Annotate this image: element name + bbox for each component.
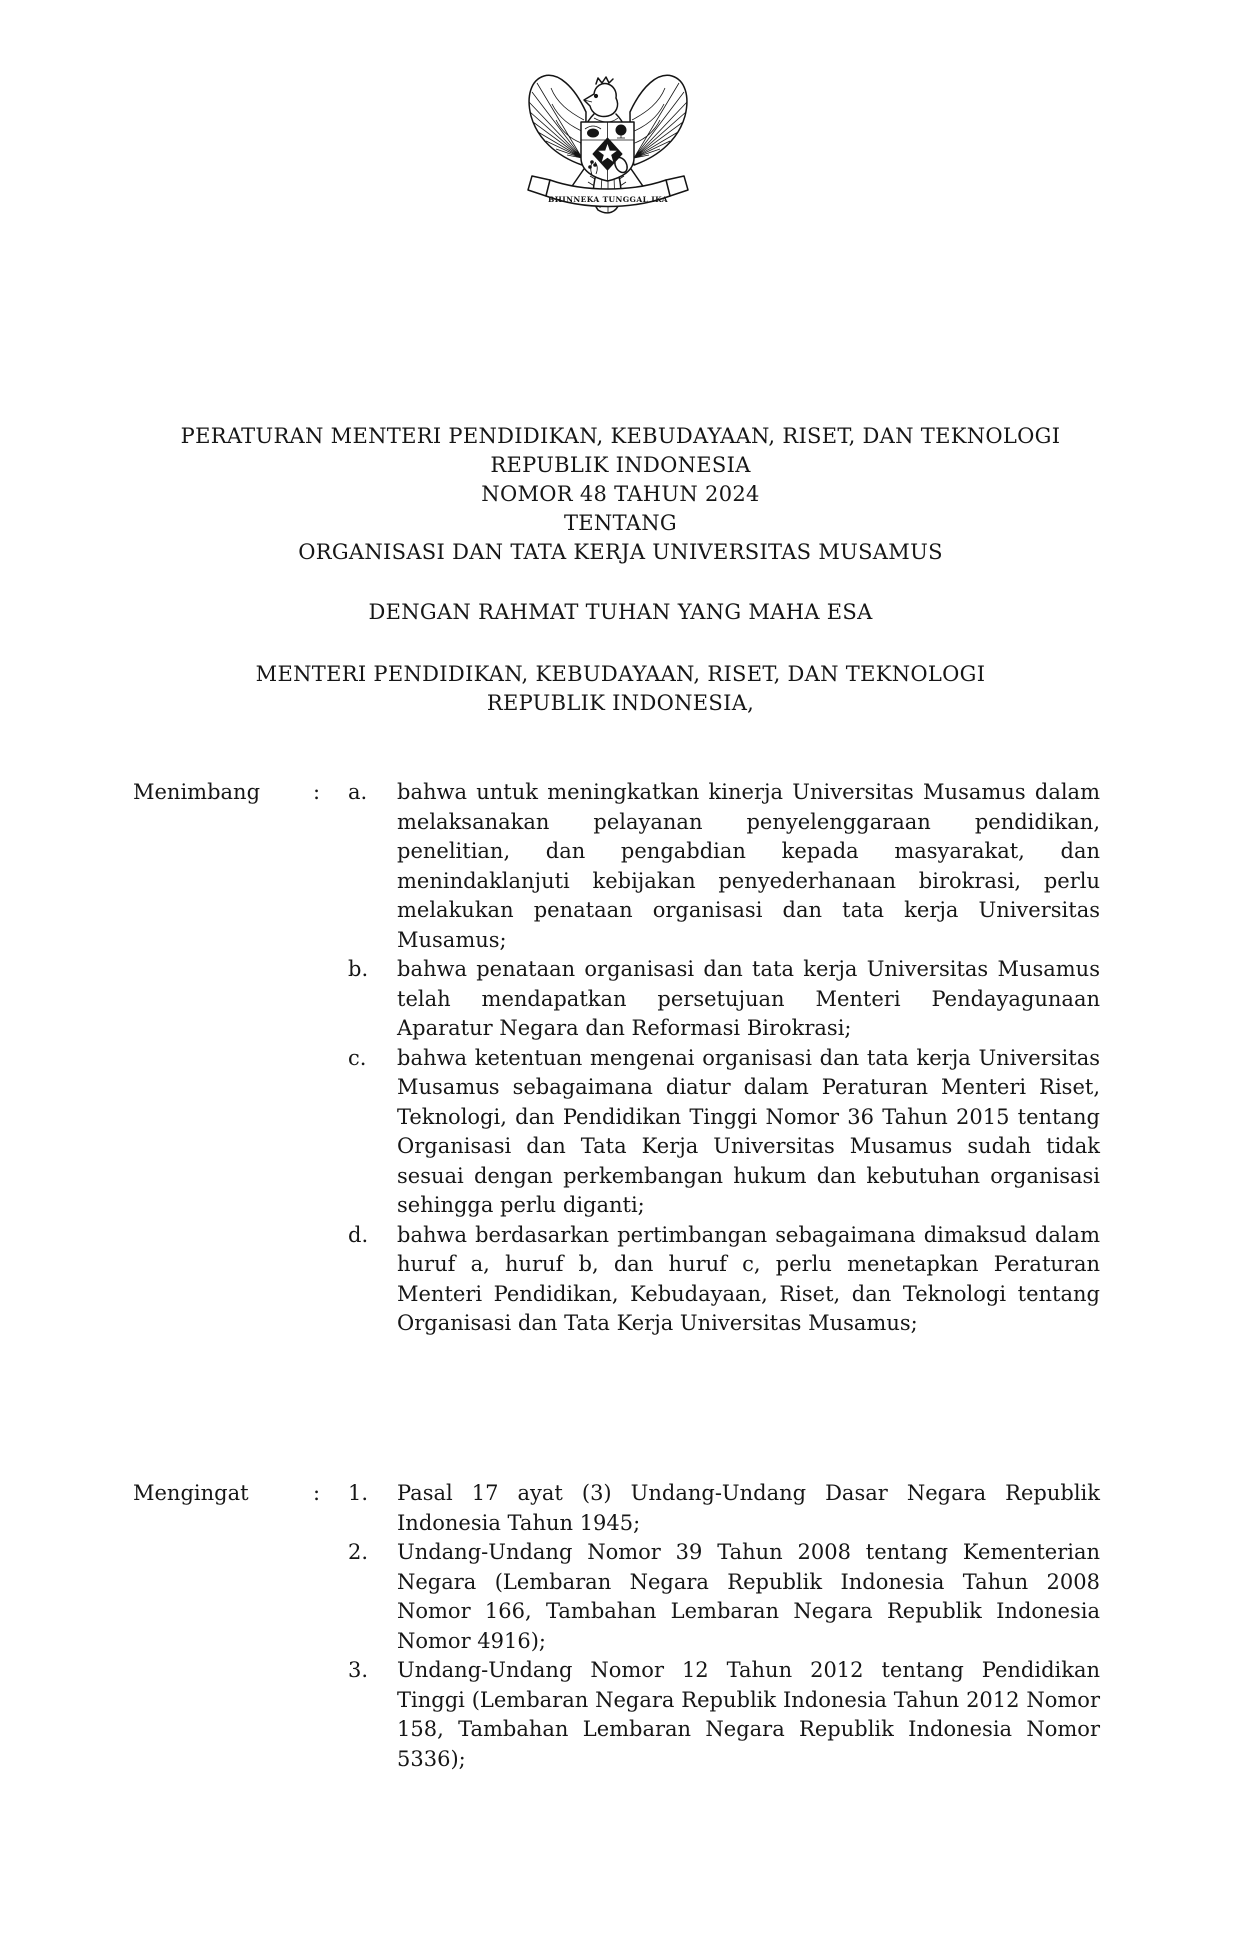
considering-item-text: bahwa untuk meningkatkan kinerja Universitas Musamus dalam melaksanakan pelayanan penyelenggaraan pendidikan, penelitian, dan pengabdian kepada masyarakat, dan menindaklanjuti kebijakan penyederhanaan birokrasi, perlu melakukan penataan organisasi dan tata kerja Universitas Musamus;: [397, 780, 1100, 952]
title-line-2: REPUBLIK INDONESIA: [490, 453, 751, 477]
title-line-4: TENTANG: [564, 511, 677, 535]
considering-item-marker: c.: [348, 1045, 367, 1070]
considering-item-text: bahwa ketentuan mengenai organisasi dan tata kerja Universitas Musamus sebagaimana diatur dalam Peraturan Menteri Riset, Teknologi, dan Pendidikan Tinggi Nomor 36 Tahun 2015 tentang Organisasi dan Tata Kerja Universitas Musamus sudah tidak sesuai dengan perkembangan hukum dan kebutuhan organisasi sehingga perlu diganti;: [397, 1045, 1100, 1217]
recalling-section: [0, 1479, 1241, 1774]
regulation-title: [0, 422, 1241, 567]
invocation-line: DENGAN RAHMAT TUHAN YANG MAHA ESA: [368, 600, 873, 624]
considering-item-marker: b.: [348, 957, 369, 981]
left-wing: [529, 75, 586, 165]
recalling-colon: :: [313, 1481, 321, 1505]
recalling-item-text: Undang-Undang Nomor 12 Tahun 2012 tentang Pendidikan Tinggi (Lembaran Negara Republik Indonesia Tahun 2012 Nomor 158, Tambahan Lembaran Negara Republik Indonesia Nomor 5336);: [397, 1658, 1100, 1771]
issuing-authority: [0, 660, 1241, 718]
recalling-item-marker: 3.: [348, 1658, 369, 1682]
pancasila-shield: [581, 122, 634, 181]
motto-text: BHINNEKA TUNGGAL IKA: [547, 195, 669, 204]
authority-line-1: MENTERI PENDIDIKAN, KEBUDAYAAN, RISET, DAN TEKNOLOGI: [255, 662, 986, 686]
recalling-item-marker: 2.: [348, 1540, 369, 1564]
considering-label: Menimbang: [133, 780, 261, 804]
considering-item-marker: d.: [348, 1222, 369, 1247]
garuda-pancasila-icon: [524, 66, 692, 218]
recalling-item-text: Undang-Undang Nomor 39 Tahun 2008 tentang Kementerian Negara (Lembaran Negara Republik Indonesia Tahun 2008 Nomor 166, Tambahan Lembaran Negara Republik Indonesia Nomor 4916);: [397, 1540, 1100, 1653]
considering-item-marker: a.: [348, 780, 368, 804]
title-line-3: NOMOR 48 TAHUN 2024: [481, 482, 760, 506]
title-line-5: ORGANISASI DAN TATA KERJA UNIVERSITAS MUSAMUS: [298, 540, 943, 564]
eagle-head: [584, 77, 618, 117]
considering-section: [0, 778, 1241, 1339]
considering-colon: :: [313, 780, 321, 804]
recalling-item-text: Pasal 17 ayat (3) Undang-Undang Dasar Negara Republik Indonesia Tahun 1945;: [397, 1481, 1100, 1535]
considering-item-text: bahwa penataan organisasi dan tata kerja Universitas Musamus telah mendapatkan persetujuan Menteri Pendayagunaan Aparatur Negara dan Reformasi Birokrasi;: [397, 957, 1100, 1040]
considering-item-text: bahwa berdasarkan pertimbangan sebagaimana dimaksud dalam huruf a, huruf b, dan huruf c, perlu menetapkan Peraturan Menteri Pendidikan, Kebudayaan, Riset, dan Teknologi tentang Organisasi dan Tata Kerja Universitas Musamus;: [397, 1222, 1100, 1335]
recalling-label: Mengingat: [133, 1481, 249, 1505]
right-wing: [630, 75, 687, 165]
recalling-item-marker: 1.: [348, 1481, 369, 1505]
authority-line-2: REPUBLIK INDONESIA,: [486, 691, 755, 715]
title-line-1: PERATURAN MENTERI PENDIDIKAN, KEBUDAYAAN, RISET, DAN TEKNOLOGI: [180, 424, 1061, 448]
garuda-pancasila-emblem: [524, 66, 692, 218]
